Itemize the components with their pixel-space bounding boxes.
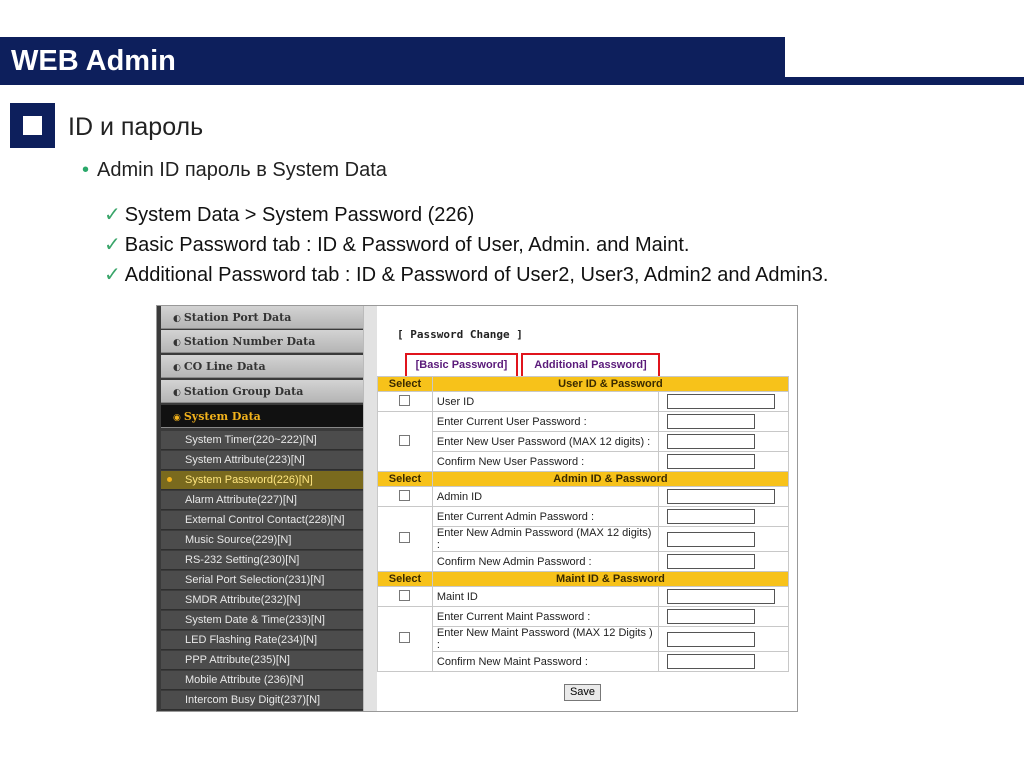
circle-arrow-icon: ◐ (173, 388, 181, 398)
check-item (104, 262, 828, 287)
panel-divider (363, 306, 377, 711)
table-row (378, 392, 789, 412)
check-text: Additional Password tab : ID & Password of User2, User3, Admin2 and Admin3. (124, 264, 829, 286)
user-confirm-password-label: Confirm New User Password : (432, 452, 658, 472)
table-row (378, 452, 789, 472)
header-rule (785, 77, 1024, 85)
sidebar-item-external-control-contact[interactable]: External Control Contact(228)[N] (161, 511, 363, 530)
sidebar-item-led-flashing-rate[interactable]: LED Flashing Rate(234)[N] (161, 631, 363, 650)
circle-arrow-icon: ◉ (173, 413, 181, 423)
active-dot-icon (167, 477, 172, 482)
sidebar-item-rs232-setting[interactable]: RS-232 Setting(230)[N] (161, 551, 363, 570)
menu-station-group-data[interactable]: ◐ Station Group Data (161, 380, 363, 403)
table-row (378, 412, 789, 432)
admin-new-password-input[interactable] (667, 532, 755, 547)
bullet-text: Admin ID пароль в System Data (97, 159, 387, 181)
input-cell (659, 627, 789, 652)
input-cell (659, 392, 789, 412)
table-header-row (378, 472, 789, 487)
check-text: System Data > System Password (226) (124, 204, 475, 226)
slide-title: WEB Admin (11, 45, 176, 77)
input-cell (659, 487, 789, 507)
sidebar-item-serial-port-selection[interactable]: Serial Port Selection(231)[N] (161, 571, 363, 590)
sidebar-item-smdr-attribute[interactable]: SMDR Attribute(232)[N] (161, 591, 363, 610)
user-section-header: User ID & Password (432, 377, 788, 392)
user-id-label: User ID (432, 392, 658, 412)
menu-system-data[interactable]: ◉ System Data (161, 405, 363, 428)
user-password-checkbox[interactable] (399, 435, 410, 446)
input-cell (659, 452, 789, 472)
user-current-password-input[interactable] (667, 414, 755, 429)
check-text: Basic Password tab : ID & Password of User, Admin. and Maint. (124, 234, 690, 256)
admin-current-password-label: Enter Current Admin Password : (432, 507, 658, 527)
user-confirm-password-input[interactable] (667, 454, 755, 469)
sidebar-item-system-timer[interactable]: System Timer(220~222)[N] (161, 431, 363, 450)
maint-password-checkbox[interactable] (399, 632, 410, 643)
maint-current-password-input[interactable] (667, 609, 755, 624)
panel-title: [ Password Change ] (397, 328, 523, 341)
maint-section-header: Maint ID & Password (432, 572, 788, 587)
select-cell (378, 507, 433, 572)
admin-id-checkbox[interactable] (399, 490, 410, 501)
input-cell (659, 587, 789, 607)
checkmark-icon: ✓ (104, 204, 121, 226)
bullet-dot-icon: • (82, 159, 90, 181)
user-id-checkbox[interactable] (399, 395, 410, 406)
bullet-item (82, 159, 387, 182)
maint-confirm-password-input[interactable] (667, 654, 755, 669)
maint-id-input[interactable] (667, 589, 775, 604)
sidebar (157, 306, 363, 711)
sidebar-item-system-password[interactable]: System Password(226)[N] (161, 471, 363, 490)
input-cell (659, 607, 789, 627)
section-heading: ID и пароль (68, 113, 204, 141)
sidebar-item-mobile-attribute[interactable]: Mobile Attribute (236)[N] (161, 671, 363, 690)
sidebar-item-system-date-time[interactable]: System Date & Time(233)[N] (161, 611, 363, 630)
sidebar-item-alarm-attribute[interactable]: Alarm Attribute(227)[N] (161, 491, 363, 510)
table-header-row (378, 377, 789, 392)
admin-new-password-label: Enter New Admin Password (MAX 12 digits) : (432, 527, 658, 552)
admin-section-header: Admin ID & Password (432, 472, 788, 487)
maint-new-password-label: Enter New Maint Password (MAX 12 Digits ) : (432, 627, 658, 652)
select-header: Select (378, 472, 433, 487)
user-new-password-label: Enter New User Password (MAX 12 digits) : (432, 432, 658, 452)
admin-id-label: Admin ID (432, 487, 658, 507)
section-square-icon (10, 103, 55, 148)
admin-confirm-password-input[interactable] (667, 554, 755, 569)
table-row (378, 432, 789, 452)
menu-co-line-data[interactable]: ◐ CO Line Data (161, 355, 363, 378)
admin-password-checkbox[interactable] (399, 532, 410, 543)
circle-arrow-icon: ◐ (173, 338, 181, 348)
maint-new-password-input[interactable] (667, 632, 755, 647)
input-cell (659, 552, 789, 572)
sidebar-item-intercom-busy-digit[interactable]: Intercom Busy Digit(237)[N] (161, 691, 363, 710)
user-new-password-input[interactable] (667, 434, 755, 449)
maint-confirm-password-label: Confirm New Maint Password : (432, 652, 658, 672)
sidebar-item-ppp-attribute[interactable]: PPP Attribute(235)[N] (161, 651, 363, 670)
tab-additional-password[interactable]: Additional Password] (521, 353, 660, 378)
sidebar-item-music-source[interactable]: Music Source(229)[N] (161, 531, 363, 550)
maint-current-password-label: Enter Current Maint Password : (432, 607, 658, 627)
circle-arrow-icon: ◐ (173, 363, 181, 373)
embedded-screenshot (156, 305, 798, 712)
table-row (378, 507, 789, 527)
table-row (378, 487, 789, 507)
admin-current-password-input[interactable] (667, 509, 755, 524)
select-cell (378, 587, 433, 607)
check-item (104, 202, 474, 227)
input-cell (659, 507, 789, 527)
table-row (378, 627, 789, 652)
table-row (378, 527, 789, 552)
select-cell (378, 487, 433, 507)
password-table (377, 376, 789, 672)
table-row (378, 607, 789, 627)
select-cell (378, 412, 433, 472)
circle-arrow-icon: ◐ (173, 314, 181, 324)
menu-station-number-data[interactable]: ◐ Station Number Data (161, 330, 363, 353)
table-header-row (378, 572, 789, 587)
save-button[interactable]: Save (564, 684, 601, 701)
input-cell (659, 527, 789, 552)
admin-id-input[interactable] (667, 489, 775, 504)
check-item (104, 232, 689, 257)
sidebar-item-system-attribute[interactable]: System Attribute(223)[N] (161, 451, 363, 470)
select-header: Select (378, 377, 433, 392)
tab-basic-password[interactable]: [Basic Password] (405, 353, 518, 378)
maint-id-checkbox[interactable] (399, 590, 410, 601)
select-header: Select (378, 572, 433, 587)
table-row (378, 552, 789, 572)
user-id-input[interactable] (667, 394, 775, 409)
table-row (378, 587, 789, 607)
input-cell (659, 652, 789, 672)
select-cell (378, 607, 433, 672)
input-cell (659, 432, 789, 452)
maint-id-label: Maint ID (432, 587, 658, 607)
input-cell (659, 412, 789, 432)
table-row (378, 652, 789, 672)
menu-station-port-data[interactable]: ◐ Station Port Data (161, 306, 363, 329)
user-current-password-label: Enter Current User Password : (432, 412, 658, 432)
checkmark-icon: ✓ (104, 264, 121, 286)
admin-confirm-password-label: Confirm New Admin Password : (432, 552, 658, 572)
select-cell (378, 392, 433, 412)
checkmark-icon: ✓ (104, 234, 121, 256)
